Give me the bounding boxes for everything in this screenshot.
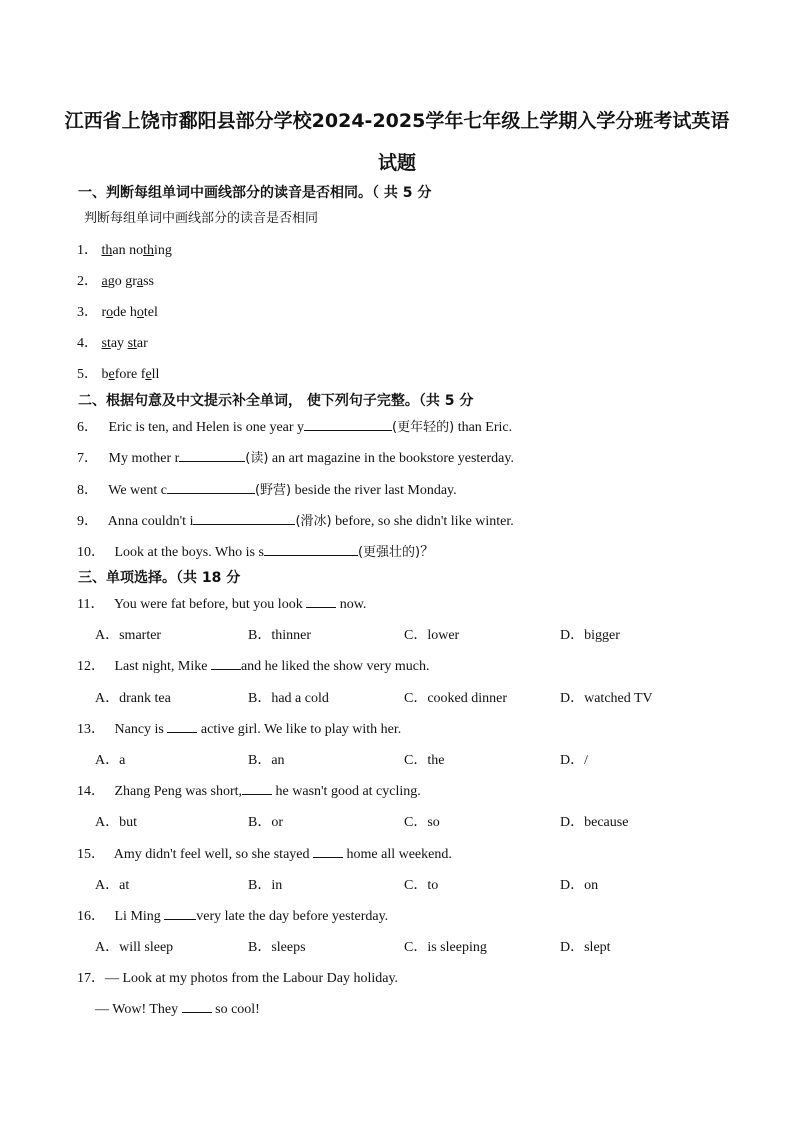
answer-blank[interactable] xyxy=(242,781,272,795)
word-part: ss xyxy=(143,274,155,289)
option-a[interactable]: A．but xyxy=(95,815,137,830)
question-text: and he liked the show very much. xyxy=(240,659,430,674)
question-text: Li Ming xyxy=(114,909,165,924)
underlined-part: e xyxy=(108,367,115,382)
question-number: 13． xyxy=(77,722,105,737)
answer-blank[interactable] xyxy=(304,417,392,431)
section1-instruction: 判断每组单词中画线部分的读音是否相同 xyxy=(84,211,319,226)
option-d[interactable]: D．on xyxy=(560,878,599,893)
chinese-hint: (更强壮的) xyxy=(357,545,421,560)
fill-blank-question xyxy=(77,447,514,467)
question-text: We went c xyxy=(108,483,167,498)
item-number: 3． xyxy=(77,305,98,320)
choice-question xyxy=(77,843,452,863)
question-text: Anna couldn't i xyxy=(107,514,194,529)
question-text: Look at the boys. Who is s xyxy=(114,545,264,560)
word-part: f xyxy=(140,367,146,382)
option-a[interactable]: A．at xyxy=(95,878,130,893)
question-number: 14． xyxy=(77,784,105,799)
word-part: h xyxy=(129,305,137,320)
choice-question xyxy=(77,967,398,987)
question-text: an art magazine in the bookstore yesterday. xyxy=(268,451,514,466)
word-part: ar xyxy=(136,336,148,351)
page-title: 江西省上饶市鄱阳县部分学校2024-2025学年七年级上学期入学分班考试英语 xyxy=(64,110,730,132)
answer-blank[interactable] xyxy=(264,542,358,556)
option-c[interactable]: C．so xyxy=(404,815,440,830)
question-number: 6． xyxy=(77,420,98,435)
question-number: 10． xyxy=(77,545,105,560)
question-text: Zhang Peng was short, xyxy=(114,784,243,799)
question-text: Amy didn't feel well, so she stayed xyxy=(113,847,313,862)
answer-blank[interactable] xyxy=(211,656,241,670)
option-a[interactable]: A．drank tea xyxy=(95,691,171,706)
choice-question xyxy=(77,718,401,738)
word-part: de xyxy=(113,305,127,320)
word-part: go xyxy=(107,274,122,289)
underlined-part: a xyxy=(136,274,144,289)
question-text: very late the day before yesterday. xyxy=(196,909,389,924)
answer-blank[interactable] xyxy=(306,594,336,608)
section1-heading: 一、判断每组单词中画线部分的读音是否相同。（ 共 5 分 xyxy=(78,185,432,201)
question-text: Eric is ten, and Helen is one year y xyxy=(108,420,305,435)
option-b[interactable]: B．an xyxy=(248,753,285,768)
word-pair-item xyxy=(77,239,172,259)
option-d[interactable]: D．because xyxy=(560,815,629,830)
option-b[interactable]: B．sleeps xyxy=(248,940,306,955)
page-title-cont: 试题 xyxy=(377,152,416,174)
option-c[interactable]: C．lower xyxy=(404,628,460,643)
option-a[interactable]: A．a xyxy=(95,753,126,768)
question-text: than Eric. xyxy=(454,420,513,435)
question-number: 12． xyxy=(77,659,105,674)
underlined-part: th xyxy=(101,243,113,258)
word-part: an xyxy=(112,243,126,258)
option-b[interactable]: B．had a cold xyxy=(248,691,329,706)
answer-blank[interactable] xyxy=(182,999,212,1013)
underlined-part: st xyxy=(101,336,111,351)
option-c[interactable]: C．is sleeping xyxy=(404,940,487,955)
answer-blank[interactable] xyxy=(313,844,343,858)
option-d[interactable]: D．slept xyxy=(560,940,611,955)
option-d[interactable]: D．/ xyxy=(560,753,588,768)
word-part: ll xyxy=(151,367,160,382)
question-text: My mother r xyxy=(108,451,180,466)
chinese-hint: (野营) xyxy=(254,483,292,498)
word-pair-item xyxy=(77,332,148,352)
choice-question xyxy=(77,905,388,925)
word-pair-item xyxy=(77,270,154,290)
question-number: 15． xyxy=(77,847,105,862)
word-pair-item xyxy=(77,363,159,383)
word-part: r xyxy=(101,305,107,320)
answer-blank[interactable] xyxy=(167,719,197,733)
question-number: 16． xyxy=(77,909,105,924)
underlined-part: st xyxy=(127,336,137,351)
fill-blank-question xyxy=(77,510,514,530)
option-d[interactable]: D．bigger xyxy=(560,628,620,643)
option-b[interactable]: B．in xyxy=(248,878,283,893)
answer-blank[interactable] xyxy=(193,511,295,525)
question-number: 17． xyxy=(77,971,105,986)
question-text: beside the river last Monday. xyxy=(291,483,457,498)
question-number: 7． xyxy=(77,451,98,466)
fill-blank-question xyxy=(77,541,434,561)
question-text: he wasn't good at cycling. xyxy=(272,784,421,799)
fill-blank-question xyxy=(77,479,457,499)
question-text: — Wow! They xyxy=(95,1002,182,1017)
option-b[interactable]: B．thinner xyxy=(248,628,311,643)
item-number: 1． xyxy=(77,243,98,258)
word-part: ay xyxy=(110,336,125,351)
section3-heading: 三、单项选择。（共 18 分 xyxy=(78,570,241,586)
question-text: — Look at my photos from the Labour Day holiday. xyxy=(105,971,399,986)
option-d[interactable]: D．watched TV xyxy=(560,691,653,706)
question-text: so cool! xyxy=(211,1002,260,1017)
item-number: 5． xyxy=(77,367,98,382)
option-c[interactable]: C．the xyxy=(404,753,445,768)
word-part: tel xyxy=(143,305,158,320)
option-a[interactable]: A．will sleep xyxy=(95,940,174,955)
option-a[interactable]: A．smarter xyxy=(95,628,162,643)
question-text: home all weekend. xyxy=(343,847,452,862)
underlined-part: o xyxy=(136,305,144,320)
choice-question xyxy=(77,593,366,613)
word-part: ing xyxy=(154,243,172,258)
question-text: ？ xyxy=(420,545,435,560)
choice-question xyxy=(77,655,430,675)
word-part: fore xyxy=(114,367,138,382)
option-c[interactable]: C．cooked dinner xyxy=(404,691,508,706)
fill-blank-question xyxy=(77,416,512,436)
choice-question xyxy=(77,780,421,800)
question-text: Last night, Mike xyxy=(114,659,211,674)
answer-blank[interactable] xyxy=(179,448,245,462)
underlined-part: e xyxy=(145,367,152,382)
question-number: 8． xyxy=(77,483,98,498)
word-part: no xyxy=(129,243,144,258)
question-number: 11． xyxy=(77,597,105,612)
chinese-hint: (读) xyxy=(245,451,269,466)
word-pair-item xyxy=(77,301,158,321)
item-number: 4． xyxy=(77,336,98,351)
word-part: gr xyxy=(125,274,137,289)
item-number: 2． xyxy=(77,274,98,289)
underlined-part: a xyxy=(101,274,108,289)
answer-blank[interactable] xyxy=(164,906,196,920)
question-text: Nancy is xyxy=(114,722,168,737)
chinese-hint: (滑冰) xyxy=(295,514,332,529)
question-number: 9． xyxy=(77,514,98,529)
answer-blank[interactable] xyxy=(167,480,255,494)
option-c[interactable]: C．to xyxy=(404,878,439,893)
question-text: active girl. We like to play with her. xyxy=(197,722,402,737)
word-part: b xyxy=(101,367,109,382)
question-text: You were fat before, but you look xyxy=(113,597,307,612)
section2-heading: 二、根据句意及中文提示补全单词， 使下列句子完整。（共 5 分 xyxy=(78,393,474,409)
question-dialogue-line xyxy=(95,999,260,1018)
underlined-part: o xyxy=(106,305,114,320)
option-b[interactable]: B．or xyxy=(248,815,283,830)
underlined-part: th xyxy=(143,243,154,258)
chinese-hint: (更年轻的) xyxy=(392,420,455,435)
question-text: before, so she didn't like winter. xyxy=(331,514,514,529)
question-text: now. xyxy=(336,597,367,612)
